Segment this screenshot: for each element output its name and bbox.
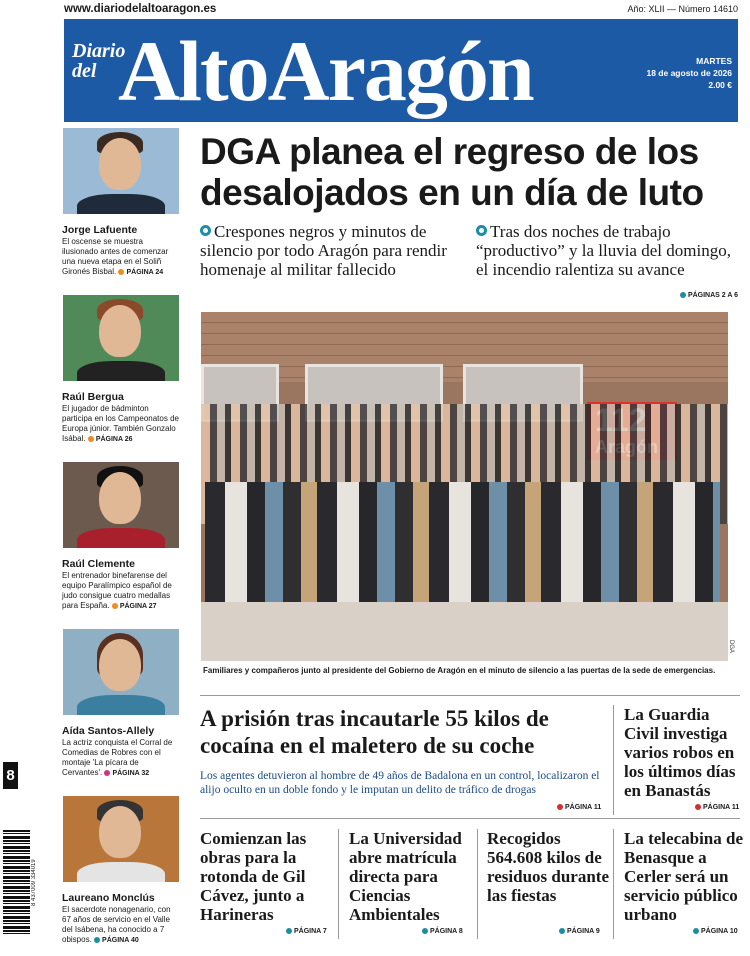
person-desc: El oscense se muestra ilusionado antes de comenzar una nueva etapa en el Soliñ Gironés Bisbal. PÁGINA 24 — [62, 237, 169, 276]
person-name: Jorge Lafuente — [62, 224, 138, 236]
photo-credit: DGA — [728, 640, 734, 654]
person-card[interactable] — [62, 128, 180, 295]
brief-headline[interactable]: Recogidos 564.608 kilos de residuos durante las fiestas — [487, 829, 610, 905]
main-subheadline-1: Crespones negros y minutos de silencio por todo Aragón para rendir homenaje al militar fallecido — [200, 222, 447, 279]
bullet-icon — [200, 225, 211, 236]
day: MARTES — [696, 56, 732, 66]
people-column — [62, 128, 180, 956]
page-ref: PÁGINA 32 — [112, 770, 150, 777]
main-headline[interactable]: DGA planea el regreso de los desalojados en un día de luto — [200, 131, 704, 213]
masthead-meta — [646, 55, 732, 91]
photo-caption: Familiares y compañeros junto al presidente del Gobierno de Aragón en el minuto de silencio a las puertas de la sede de emergencias. — [203, 666, 716, 675]
person-card[interactable] — [62, 462, 180, 629]
person-photo — [63, 295, 179, 381]
date: 18 de agosto de 2026 — [646, 68, 732, 78]
person-card[interactable] — [62, 295, 180, 462]
person-photo — [63, 796, 179, 882]
brief-headline[interactable]: Comienzan las obras para la rotonda de Gil Cávez, junto a Harineras — [200, 829, 307, 924]
main-page-ref[interactable]: PÁGINAS 2 A 6 — [680, 292, 738, 299]
story-headline[interactable]: A prisión tras incautarle 55 kilos de cocaína en el maletero de su coche — [200, 706, 549, 758]
person-card[interactable] — [62, 629, 180, 796]
person-photo — [63, 462, 179, 548]
site-url: www.diariodelaltoaragon.es — [64, 3, 217, 15]
barcode-number: 8 437009 334019 — [31, 859, 37, 907]
person-name: Raúl Bergua — [62, 391, 124, 403]
masthead — [64, 19, 738, 122]
brief-page-ref[interactable]: PÁGINA 8 — [422, 928, 463, 935]
person-name: Aída Santos-Allely — [62, 725, 155, 737]
side-story-headline[interactable]: La Guardia Civil investiga varios robos en los últimos días en Banastás — [624, 705, 736, 800]
page-ref: PÁGINA 24 — [126, 269, 164, 276]
story-page-ref[interactable]: PÁGINA 11 — [557, 804, 601, 811]
section-number: 8 — [3, 762, 18, 789]
person-name: Laureano Monclús — [62, 892, 155, 904]
brief-page-ref[interactable]: PÁGINA 10 — [693, 928, 738, 935]
main-subheadline-2: Tras dos noches de trabajo “productivo” y la lluvia del domingo, el incendio ralentiza su avance — [476, 222, 731, 279]
person-desc: El jugador de bádminton participa en los Campeonatos de Europa júnior. También Gonzalo Isábal. PÁGINA 26 — [62, 404, 179, 443]
person-desc: El sacerdote nonagenario, con 67 años de servicio en el Valle del Isábena, ha conocido a 7 obispos. PÁGINA 40 — [62, 905, 171, 944]
brief-page-ref[interactable]: PÁGINA 7 — [286, 928, 327, 935]
person-photo — [63, 128, 179, 214]
masthead-title: AltoAragón — [118, 23, 533, 119]
brief-page-ref[interactable]: PÁGINA 9 — [559, 928, 600, 935]
masthead-del: del — [72, 60, 97, 82]
person-photo — [63, 629, 179, 715]
person-card[interactable] — [62, 796, 180, 956]
side-story-page-ref[interactable]: PÁGINA 11 — [695, 804, 739, 811]
person-desc: La actriz conquista el Corral de Comedias de Robres con el montaje 'La pícara de Cervantes'. PÁGINA 32 — [62, 738, 173, 777]
page-ref: PÁGINA 40 — [102, 937, 139, 944]
price: 2.00 € — [708, 80, 732, 90]
person-name: Raúl Clemente — [62, 558, 135, 570]
page-ref: PÁGINA 26 — [95, 436, 133, 443]
page-ref: PÁGINA 27 — [119, 603, 157, 610]
masthead-diario: Diario — [72, 40, 126, 62]
story-subheadline: Los agentes detuvieron al hombre de 49 años de Badalona en un control, localizaron el alijo oculto en un doble fondo y le imputan un delito de tráfico de drogas — [200, 770, 600, 796]
brief-headline[interactable]: La Universidad abre matrícula directa para Ciencias Ambientales — [349, 829, 462, 924]
brief-headline[interactable]: La telecabina de Benasque a Cerler será un servicio público urbano — [624, 829, 743, 924]
bullet-icon — [476, 225, 487, 236]
main-photo — [201, 312, 728, 661]
person-desc: El entrenador binefarense del equipo Paralímpico español de judo consigue cuatro medallas para España. PÁGINA 27 — [62, 571, 172, 610]
barcode — [3, 830, 30, 936]
issue-number: Año: XLII — Número 14610 — [627, 4, 738, 14]
